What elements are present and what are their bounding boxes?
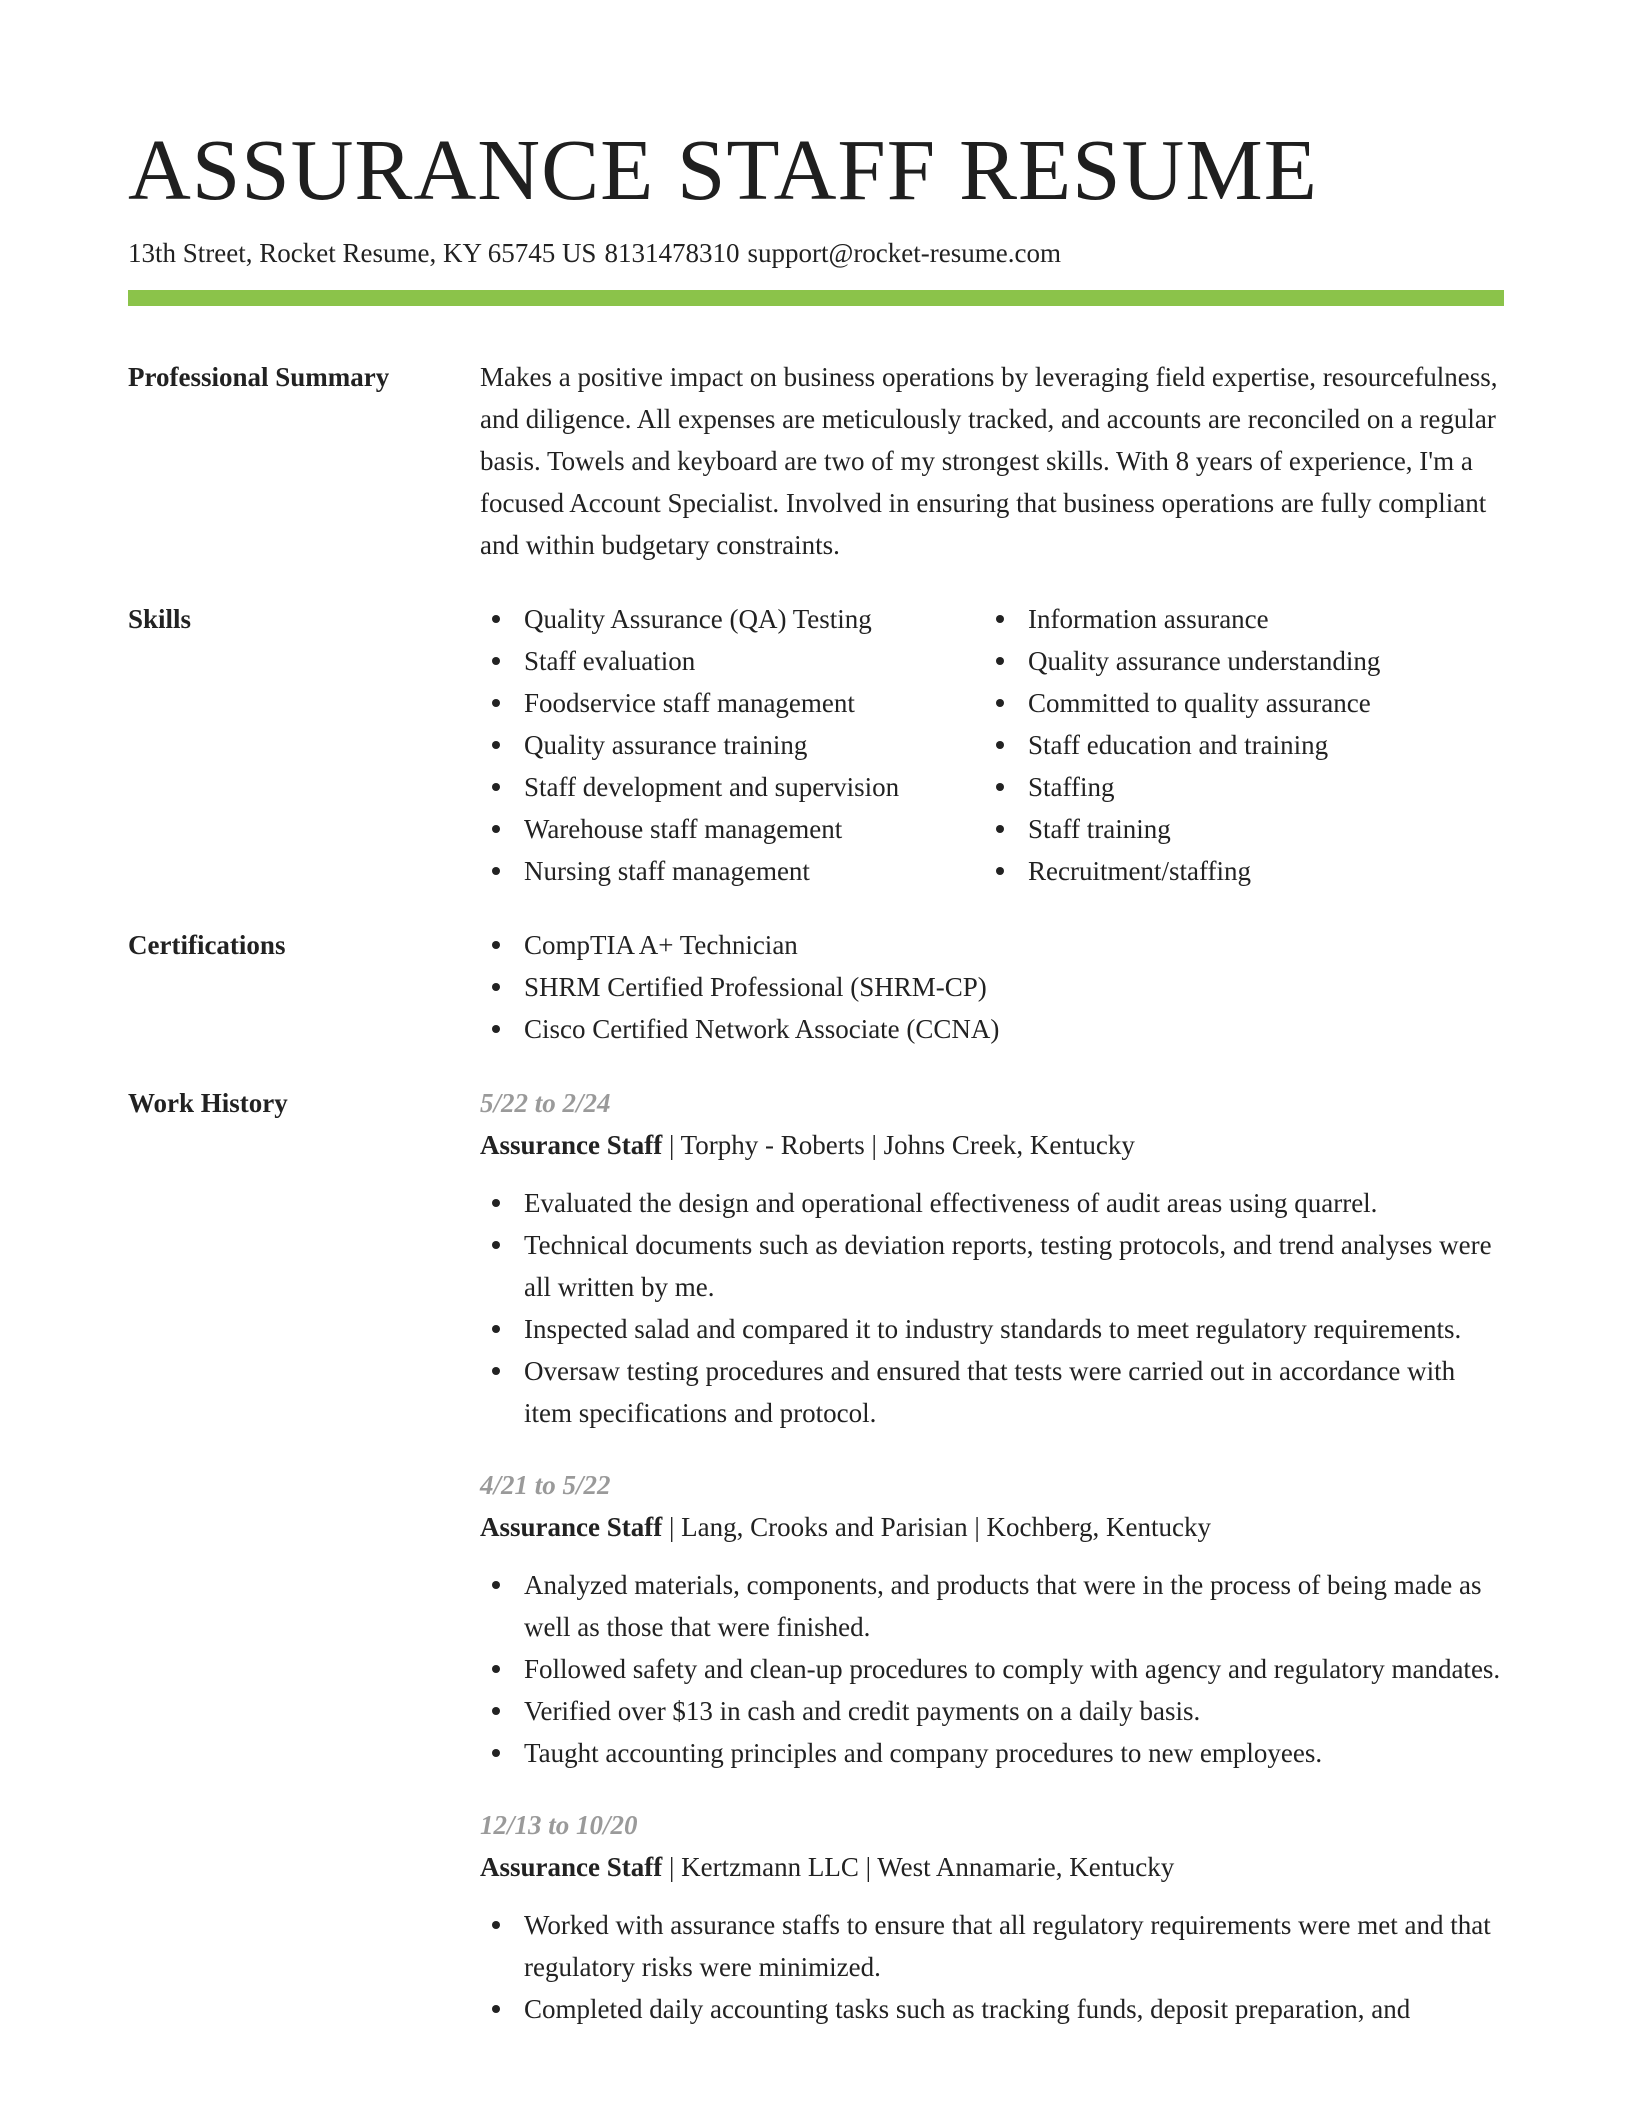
job-heading	[480, 1124, 1504, 1166]
email-link[interactable]: support@rocket-resume.com	[747, 238, 1061, 268]
certifications-list	[480, 924, 1504, 1050]
skill-item: Foodservice staff management	[480, 682, 984, 724]
job-dates: 4/21 to 5/22	[480, 1470, 611, 1500]
work-history-section	[128, 1082, 1504, 2060]
skill-item: Quality Assurance (QA) Testing	[480, 598, 984, 640]
resume-title: ASSURANCE STAFF RESUME	[128, 121, 1318, 218]
skill-item: Quality assurance training	[480, 724, 984, 766]
certification-item: SHRM Certified Professional (SHRM-CP)	[480, 966, 1504, 1008]
job-duties-list	[480, 1564, 1504, 1774]
certifications-section	[128, 924, 1504, 1050]
job-duties-list	[480, 1904, 1504, 2030]
job-title: Assurance Staff	[480, 1512, 663, 1542]
section-heading: Professional Summary	[128, 362, 390, 392]
section-heading: Certifications	[128, 930, 286, 960]
skills-list-left	[480, 598, 984, 892]
job-heading	[480, 1506, 1504, 1548]
job-entry	[480, 1804, 1504, 2030]
professional-summary-section	[128, 356, 1504, 566]
skills-columns	[480, 598, 1504, 892]
skill-item: Staff evaluation	[480, 640, 984, 682]
job-company-location: | Torphy - Roberts | Johns Creek, Kentucky	[662, 1130, 1135, 1160]
contact-line	[128, 236, 1504, 270]
job-duty-item: Analyzed materials, components, and products that were in the process of being made as well as those that were finished.	[480, 1564, 1504, 1648]
section-heading: Skills	[128, 604, 192, 634]
job-duty-item: Technical documents such as deviation reports, testing protocols, and trend analyses were all written by me.	[480, 1224, 1504, 1308]
skill-item: Quality assurance understanding	[984, 640, 1488, 682]
job-title: Assurance Staff	[480, 1852, 663, 1882]
job-entry	[480, 1464, 1504, 1774]
job-title: Assurance Staff	[480, 1130, 663, 1160]
job-duty-item: Oversaw testing procedures and ensured that tests were carried out in accordance with item specifications and protocol.	[480, 1350, 1504, 1434]
job-duties-list	[480, 1182, 1504, 1434]
job-duty-item: Evaluated the design and operational effectiveness of audit areas using quarrel.	[480, 1182, 1504, 1224]
section-heading: Work History	[128, 1088, 288, 1118]
job-dates: 12/13 to 10/20	[480, 1810, 638, 1840]
job-duty-item: Followed safety and clean-up procedures to comply with agency and regulatory mandates.	[480, 1648, 1504, 1690]
certification-item: Cisco Certified Network Associate (CCNA)	[480, 1008, 1504, 1050]
job-company-location: | Kertzmann LLC | West Annamarie, Kentucky	[662, 1852, 1175, 1882]
summary-text: Makes a positive impact on business operations by leveraging field expertise, resourcefulness, and diligence. All expenses are meticulously tracked, and accounts are reconciled on a regular basis. Towels and keyboard are two of my strongest skills. With 8 years of experience, I'm a focused Account Specialist. Involved in ensuring that business operations are fully compliant and within budgetary constraints.	[480, 362, 1498, 560]
skill-item: Staffing	[984, 766, 1488, 808]
skill-item: Nursing staff management	[480, 850, 984, 892]
job-duty-item: Inspected salad and compared it to industry standards to meet regulatory requirements.	[480, 1308, 1504, 1350]
skill-item: Staff education and training	[984, 724, 1488, 766]
job-dates: 5/22 to 2/24	[480, 1088, 611, 1118]
job-duty-item: Taught accounting principles and company procedures to new employees.	[480, 1732, 1504, 1774]
skill-item: Warehouse staff management	[480, 808, 984, 850]
job-duty-item: Worked with assurance staffs to ensure that all regulatory requirements were met and that regulatory risks were minimized.	[480, 1904, 1504, 1988]
skill-item: Staff development and supervision	[480, 766, 984, 808]
job-company-location: | Lang, Crooks and Parisian | Kochberg, Kentucky	[662, 1512, 1211, 1542]
skills-section	[128, 598, 1504, 892]
phone-text: 8131478310	[604, 238, 740, 268]
skill-item: Staff training	[984, 808, 1488, 850]
skill-item: Information assurance	[984, 598, 1488, 640]
skill-item: Recruitment/staffing	[984, 850, 1488, 892]
job-duty-item: Completed daily accounting tasks such as tracking funds, deposit preparation, and	[480, 1988, 1504, 2030]
accent-divider	[128, 290, 1504, 306]
job-heading	[480, 1846, 1504, 1888]
skills-list-right	[984, 598, 1488, 892]
certification-item: CompTIA A+ Technician	[480, 924, 1504, 966]
address-text: 13th Street, Rocket Resume, KY 65745 US	[128, 238, 597, 268]
resume-page	[128, 120, 1504, 2060]
job-entry	[480, 1082, 1504, 1434]
job-duty-item: Verified over $13 in cash and credit payments on a daily basis.	[480, 1690, 1504, 1732]
skill-item: Committed to quality assurance	[984, 682, 1488, 724]
